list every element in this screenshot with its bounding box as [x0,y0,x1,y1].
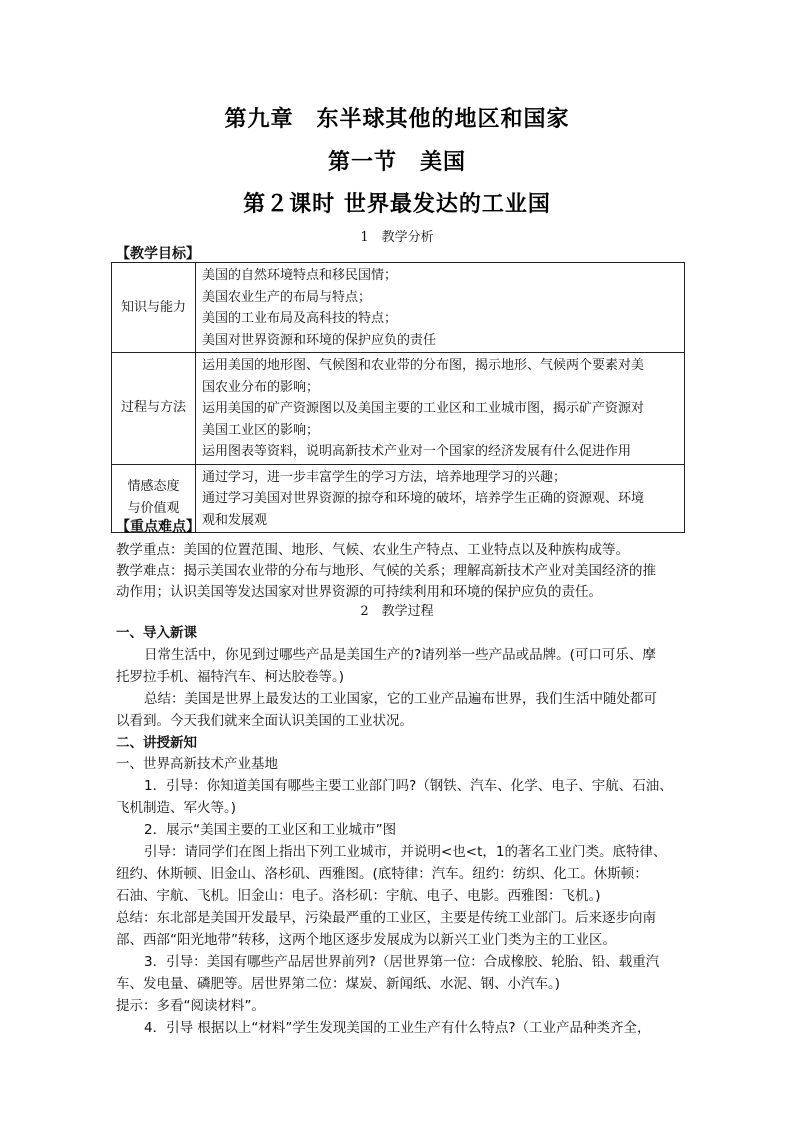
content-line: 美国农业生产的布局与特点； [202,289,372,305]
content-line: 美国的自然环境特点和移民国情； [202,268,398,283]
new-heading: 二、讲授新知 [116,735,197,751]
content-cell [196,464,685,533]
table-row [112,263,685,353]
category-cell: 知识与能力 [112,263,196,353]
content-line: 美国的工业布局及高科技的特点； [202,311,398,326]
sub-heading: 一、世界高新技术产业基地 [116,756,278,772]
part2-heading: 2 教学过程 [360,604,434,619]
content-line: 美国工业区的影响； [202,422,320,438]
part1-heading: 1 教学分析 [360,230,434,245]
body-line: 2．展示“美国主要的工业区和工业城市”图 [144,822,397,838]
content-line: 通过学习，进一步丰富学生的学习方法，培养地理学习的兴趣； [202,469,567,485]
body-line: 提示：多看“阅读材料”。 [116,998,265,1014]
body-line: 托罗拉手机、福特汽车、柯达胶卷等。) [116,669,345,685]
category-line: 情感态度 [127,479,180,495]
body-line: 4．引导 根据以上“材料”学生发现美国的工业生产有什么特点?（工业产品种类齐全， [144,1020,651,1036]
content-line: 运用图表等资料，说明高新技术产业对一个国家的经济发展有什么促进作用 [202,444,632,459]
content-line: 运用美国的矿产资源图以及美国主要的工业区和工业城市图，揭示矿产资源对 [202,401,645,416]
body-line: 3．引导：美国有哪些产品居世界前列?（居世界第一位：合成橡胶、轮胎、铅、载重汽 [144,954,660,970]
body-line: 石油、宇航、飞机。旧金山：电子。洛杉矶：宇航、电子、电影。西雅图：飞机。) [116,888,601,904]
body-line: 飞机制造、军火等。) [116,800,237,816]
body-line: 日常生活中，你见到过哪些产品是美国生产的?请列举一些产品或品牌。(可口可乐、摩 [144,647,656,663]
body-line: 总结：美国是世界上最发达的工业国家，它的工业产品遍布世界，我们生活中随处都可 [144,691,657,707]
objectives-table [111,262,685,533]
table-row [112,353,685,465]
keypoint-line: 教学重点：美国的位置范围、地形、气候、农业生产特点、工业特点以及种族构成等。 [116,542,629,558]
objectives-heading: 【教学目标】 [116,246,200,262]
category-cell: 过程与方法 [112,353,196,465]
content-line: 运用美国的地形图、气候图和农业带的分布图，揭示地形、气候两个要素对美 [202,358,645,373]
section-title: 第一节 美国 [327,149,466,175]
content-line: 国农业分布的影响； [202,379,320,395]
body-line: 车、发电量、磷肥等。居世界第二位：煤炭、新闻纸、水泥、钢、小汽车。) [116,976,561,992]
category-line: 与价值观 [127,501,180,517]
intro-heading: 一、导入新课 [116,625,197,641]
body-line: 部、西部“阳光地带”转移，这两个地区逐步发展成为以新兴工业门类为主的工业区。 [116,932,616,948]
content-cell [196,353,685,465]
body-line: 总结：东北部是美国开发最早，污染最严重的工业区，主要是传统工业部门。后来逐步向南 [116,910,656,926]
body-line: 以看到。今天我们就来全面认识美国的工业状况。 [116,713,413,729]
keypoints-heading: 【重点难点】 [116,519,200,535]
keypoint-line: 教学难点：揭示美国农业带的分布与地形、气候的关系；理解高新技术产业对美国经济的推 [116,563,656,579]
keypoint-line: 动作用；认识美国等发达国家对世界资源的可持续利用和环境的保护应负的责任。 [116,584,602,600]
content-cell [196,263,685,353]
chapter-title: 第九章 东半球其他的地区和国家 [224,106,570,132]
body-line: 1．引导：你知道美国有哪些主要工业部门吗?（钢铁、汽车、化学、电子、宇航、石油、 [144,778,673,794]
body-line: 纽约、休斯顿、旧金山、洛杉矶、西雅图。(底特律：汽车。纽约：纺织、化工。休斯顿： [116,866,648,882]
content-line: 通过学习美国对世界资源的掠夺和环境的破坏，培养学生正确的资源观、环境 [202,491,645,506]
lesson-title: 第２课时 世界最发达的工业国 [243,191,551,217]
content-line: 观和发展观 [202,512,268,528]
content-line: 美国对世界资源和环境的保护应负的责任 [202,332,437,348]
body-line: 引导：请同学们在图上指出下列工业城市，并说明<也<t，1的著名工业门类。底特律、 [144,844,667,860]
